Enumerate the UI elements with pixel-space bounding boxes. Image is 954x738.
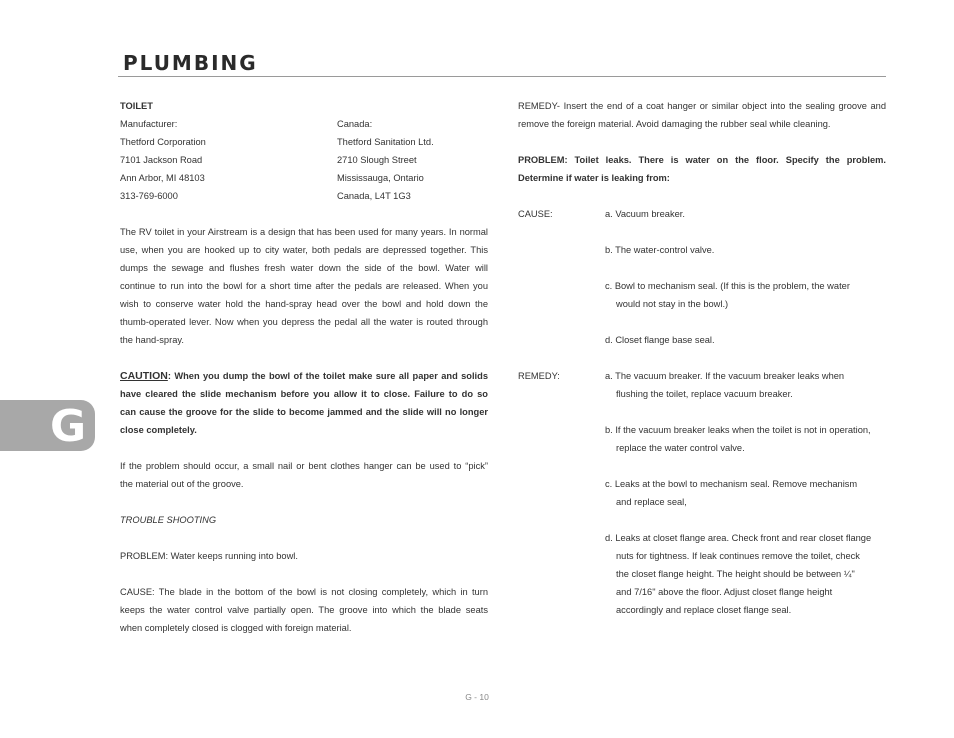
remedy-item-continuation — [518, 439, 886, 457]
cause-item — [518, 331, 886, 349]
paragraph-line: If the problem should occur, a small nail or bent clothes hanger can be used to “pick” — [120, 461, 488, 471]
left-column — [120, 97, 488, 637]
trouble-shooting-heading: TROUBLE SHOOTING — [120, 515, 217, 525]
cause-item-continuation — [518, 295, 886, 313]
cause-paragraph — [120, 583, 488, 637]
section-tab-letter: G — [50, 401, 87, 452]
remedy-item-label: REMEDY: — [518, 371, 560, 381]
remedy-item-continuation — [518, 547, 886, 565]
repair-paragraph — [120, 457, 488, 493]
header-rule — [118, 76, 886, 77]
remedy-item-continuation — [518, 565, 886, 583]
paragraph-line: dumps the sewage and flushes fresh water down the side of the bowl. Water will — [120, 263, 488, 273]
remedy-item-text: the closet flange height. The height should be between ¼" — [616, 569, 855, 579]
address-row — [120, 169, 488, 187]
cause-list — [518, 205, 886, 367]
address-row — [120, 133, 488, 151]
address-us: Manufacturer: — [120, 119, 178, 129]
remedy-item-text: d. Leaks at closet flange area. Check front and rear closet flange — [605, 533, 872, 543]
remedy-item — [518, 475, 886, 493]
remedy-item-text: b. If the vacuum breaker leaks when the toilet is not in operation, — [605, 425, 871, 435]
paragraph-line: when completely closed is clogged with foreign material. — [120, 623, 352, 633]
cause-item — [518, 241, 886, 259]
address-canada: Mississauga, Ontario — [337, 173, 424, 183]
caution-line: have cleared the slide mechanism before you allow it to close. Failure to do so — [120, 389, 488, 399]
caution-line: can cause the groove for the slide to become jammed and the slide will no longer — [120, 407, 488, 417]
paragraph-line: continue to run into the bowl for a short time after the pedals are released. When you — [120, 281, 488, 291]
paragraph-line: remove the foreign material. Avoid damaging the rubber seal while cleaning. — [518, 119, 831, 129]
intro-paragraph — [120, 223, 488, 349]
remedy-item — [518, 421, 886, 439]
caution-line: close completely. — [120, 425, 197, 435]
remedy-item-continuation — [518, 385, 886, 403]
address-canada: Canada: — [337, 119, 373, 129]
problem-heading — [518, 151, 886, 187]
remedy-item-text: accordingly and replace closet flange seal. — [616, 605, 792, 615]
cause-item — [518, 277, 886, 295]
address-canada: Canada, L4T 1G3 — [337, 191, 411, 201]
address-canada: Thetford Sanitation Ltd. — [337, 137, 434, 147]
cause-item-text: a. Vacuum breaker. — [605, 209, 685, 219]
cause-item-text: c. Bowl to mechanism seal. (If this is the problem, the water — [605, 281, 850, 291]
address-us: Ann Arbor, MI 48103 — [120, 173, 205, 183]
address-us: Thetford Corporation — [120, 137, 206, 147]
remedy-item-text: a. The vacuum breaker. If the vacuum breaker leaks when — [605, 371, 845, 381]
caution-note — [120, 367, 488, 439]
remedy-list — [518, 367, 886, 637]
remedy-item-text: and 7/16" above the floor. Adjust closet flange height — [616, 587, 833, 597]
page-title: PLUMBING — [123, 51, 258, 75]
paragraph-line: keeps the water control valve partially open. The groove into which the blade seats — [120, 605, 488, 615]
cause-item-text: b. The water-control valve. — [605, 245, 715, 255]
remedy-item-text: nuts for tightness. If leak continues remove the toilet, check — [616, 551, 860, 561]
address-us: 313-769-6000 — [120, 191, 178, 201]
remedy-item-continuation — [518, 601, 886, 619]
paragraph-line: thumb-operated lever. Now when you depress the pedal all the water is routed through — [120, 317, 488, 327]
address-row — [120, 115, 488, 133]
remedy-item-text: flushing the toilet, replace vacuum breaker. — [616, 389, 793, 399]
caution-label: CAUTION — [120, 370, 168, 382]
page-number: G - 10 — [465, 692, 489, 702]
address-row — [120, 187, 488, 205]
paragraph-line: The RV toilet in your Airstream is a design that has been used for many years. In normal — [120, 227, 488, 237]
paragraph-line: REMEDY- Insert the end of a coat hanger or similar object into the sealing groove and — [518, 101, 886, 111]
paragraph-line: CAUSE: The blade in the bottom of the bowl is not closing completely, which in turn — [120, 587, 488, 597]
remedy-item — [518, 529, 886, 547]
cause-item — [518, 205, 886, 223]
remedy-paragraph — [518, 97, 886, 133]
problem-line: PROBLEM: Toilet leaks. There is water on the floor. Specify the problem. — [518, 155, 886, 165]
address-block — [120, 115, 488, 205]
caution-line — [120, 367, 488, 385]
cause-item-text: would not stay in the bowl.) — [616, 299, 729, 309]
remedy-item-continuation — [518, 493, 886, 511]
remedy-item-text: replace the water control valve. — [616, 443, 745, 453]
section-tab — [0, 400, 95, 451]
address-canada: 2710 Slough Street — [337, 155, 417, 165]
cause-item-label: CAUSE: — [518, 209, 553, 219]
toilet-heading: TOILET — [120, 101, 153, 111]
paragraph-line: wish to conserve water hold the hand-spray head over the bowl and hold down the — [120, 299, 488, 309]
remedy-item — [518, 367, 886, 385]
paragraph-line: use, when you are hooked up to city water, both pedals are depressed together. This — [120, 245, 488, 255]
paragraph-line: the material out of the groove. — [120, 479, 244, 489]
remedy-item-text: c. Leaks at the bowl to mechanism seal. Remove mechanism — [605, 479, 858, 489]
remedy-item-text: and replace seal, — [616, 497, 687, 507]
caution-text: : When you dump the bowl of the toilet make sure all paper and solids — [167, 371, 488, 381]
address-us: 7101 Jackson Road — [120, 155, 203, 165]
paragraph-line: the hand-spray. — [120, 335, 184, 345]
problem-line: Determine if water is leaking from: — [518, 173, 670, 183]
remedy-item-continuation — [518, 583, 886, 601]
right-column — [518, 97, 886, 637]
problem-statement: PROBLEM: Water keeps running into bowl. — [120, 551, 298, 561]
cause-item-text: d. Closet flange base seal. — [605, 335, 715, 345]
address-row — [120, 151, 488, 169]
